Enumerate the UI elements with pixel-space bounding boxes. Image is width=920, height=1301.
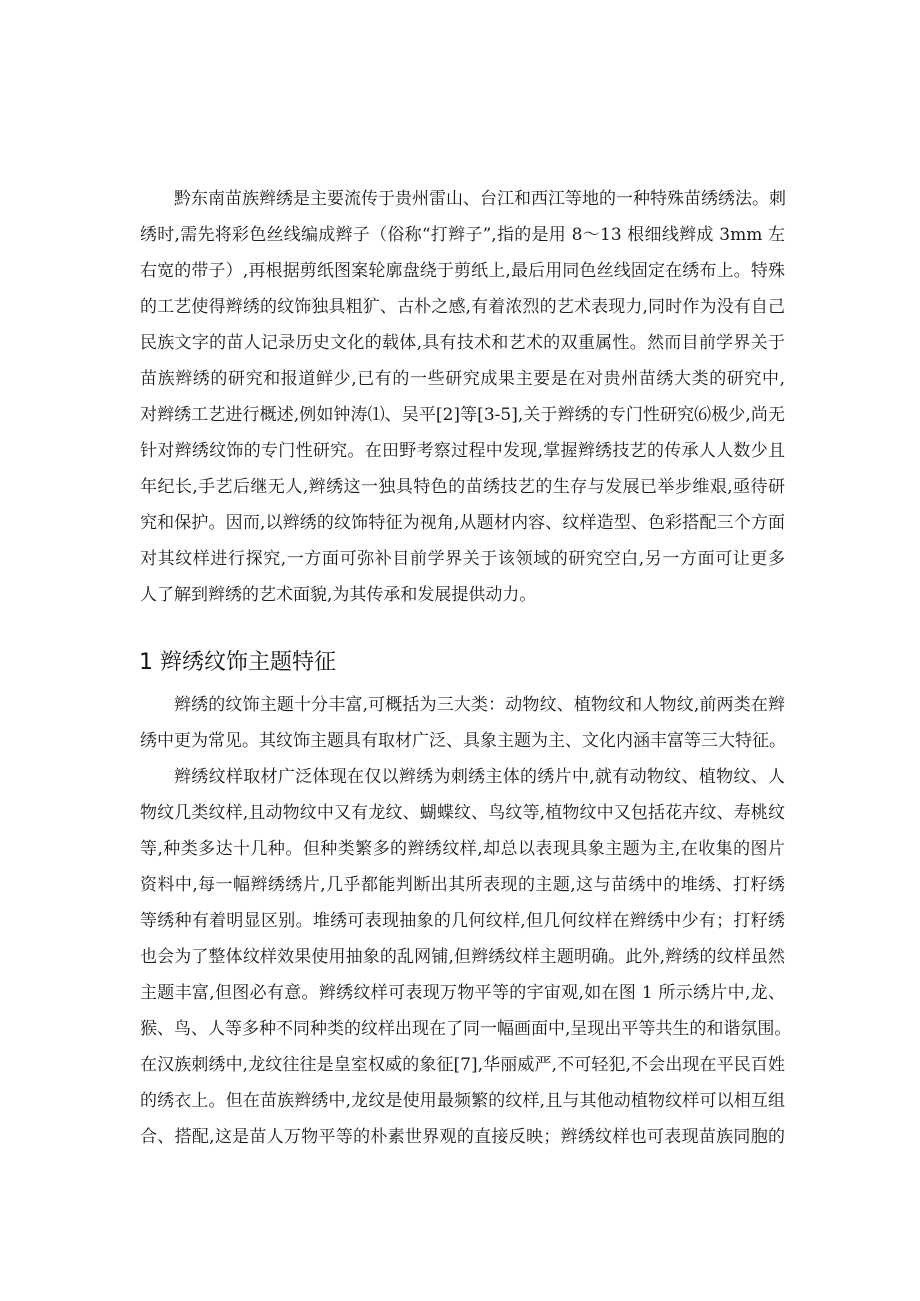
paragraph-1-line-12: 人了解到辫绣的艺术面貌,为其传承和发展提供动力。 — [140, 585, 537, 605]
paragraph-3-line-5: 等绣种有着明显区别。堆绣可表现抽象的几何纹样,但几何纹样在辫绣中少有；打籽绣 — [140, 911, 785, 931]
paragraph-1-line-11: 对其纹样进行探究,一方面可弥补目前学界关于该领域的研究空白,另一方面可让更多 — [140, 549, 785, 569]
paragraph-3-line-9: 在汉族刺绣中,龙纹往往是皇室权威的象征[7],华丽威严,不可轻犯,不会出现在平民百姓 — [140, 1055, 785, 1075]
paragraph-1-line-7: 对辫绣工艺进行概述,例如钟涛⑴、吴平[2]等[3-5],关于辫绣的专门性研究⑹极少,尚无 — [140, 405, 785, 425]
paragraph-1-line-6: 苗族辫绣的研究和报道鲜少,已有的一些研究成果主要是在对贵州苗绣大类的研究中, — [140, 369, 785, 389]
paragraph-3-line-6: 也会为了整体纹样效果使用抽象的乱网铺,但辫绣纹样主题明确。此外,辫绣的纹样虽然 — [140, 947, 785, 967]
paragraph-1-line-3: 右宽的带子）,再根据剪纸图案轮廓盘绕于剪纸上,最后用同色丝线固定在绣布上。特殊 — [140, 261, 785, 281]
section-heading: 1 辫绣纹饰主题特征 — [139, 650, 336, 675]
paragraph-1-line-4: 的工艺使得辫绣的纹饰独具粗犷、古朴之感,有着浓烈的艺术表现力,同时作为没有自己 — [140, 297, 785, 317]
paragraph-1-line-8: 针对辫绣纹饰的专门性研究。在田野考察过程中发现,掌握辫绣技艺的传承人人数少且 — [140, 441, 785, 461]
paragraph-3-line-7: 主题丰富,但图必有意。辫绣纹样可表现万物平等的宇宙观,如在图 1 所示绣片中,龙、 — [140, 983, 785, 1003]
paragraph-2-line-2: 绣中更为常见。其纹饰主题具有取材广泛、具象主题为主、文化内涵丰富等三大特征。 — [140, 731, 786, 751]
paragraph-3-line-10: 的绣衣上。但在苗族辫绣中,龙纹是使用最频繁的纹样,且与其他动植物纹样可以相互组 — [140, 1091, 785, 1111]
paragraph-1-line-10: 究和保护。因而,以辫绣的纹饰特征为视角,从题材内容、纹样造型、色彩搭配三个方面 — [140, 513, 785, 533]
paragraph-3-line-11: 合、搭配,这是苗人万物平等的朴素世界观的直接反映；辫绣纹样也可表现苗族同胞的 — [140, 1127, 785, 1147]
paragraph-3-line-1: 辫绣纹样取材广泛体现在仅以辫绣为刺绣主体的绣片中,就有动物纹、植物纹、人 — [174, 767, 785, 787]
paragraph-1-line-1: 黔东南苗族辫绣是主要流传于贵州雷山、台江和西江等地的一种特殊苗绣绣法。刺 — [174, 189, 786, 209]
paragraph-1-line-9: 年纪长,手艺后继无人,辫绣这一独具特色的苗绣技艺的生存与发展已举步维艰,亟待研 — [140, 477, 785, 497]
paragraph-3-line-3: 等,种类多达十几种。但种类繁多的辫绣纹样,却总以表现具象主题为主,在收集的图片 — [140, 839, 785, 859]
paragraph-3-line-4: 资料中,每一幅辫绣绣片,几乎都能判断出其所表现的主题,这与苗绣中的堆绣、打籽绣 — [140, 875, 785, 895]
paragraph-2-line-1: 辫绣的纹饰主题十分丰富,可概括为三大类：动物纹、植物纹和人物纹,前两类在辫 — [174, 695, 785, 715]
paragraph-1-line-5: 民族文字的苗人记录历史文化的载体,具有技术和艺术的双重属性。然而目前学界关于 — [140, 333, 785, 353]
paragraph-1-line-2: 绣时,需先将彩色丝线编成辫子（俗称“打辫子”,指的是用 8～13 根细线辫成 3mm 左 — [140, 225, 785, 245]
paragraph-3-line-2: 物纹几类纹样,且动物纹中又有龙纹、蝴蝶纹、鸟纹等,植物纹中又包括花卉纹、寿桃纹 — [140, 803, 785, 823]
paragraph-3-line-8: 猴、鸟、人等多种不同种类的纹样出现在了同一幅画面中,呈现出平等共生的和谐氛围。 — [140, 1019, 792, 1039]
